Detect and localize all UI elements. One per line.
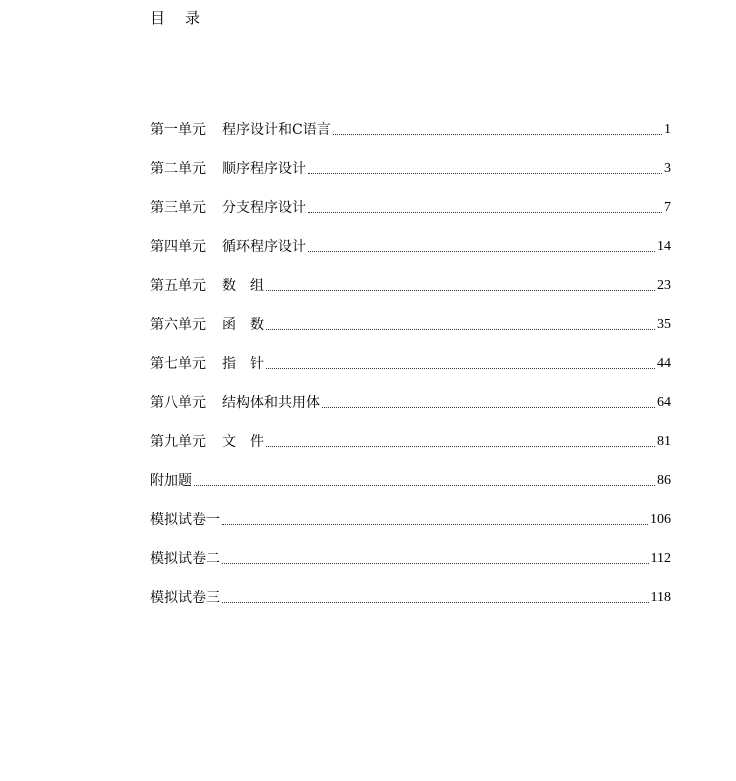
toc-entry-page-number: 118 [650, 590, 671, 605]
toc-entry[interactable] [150, 219, 671, 258]
dot-leader [308, 173, 662, 174]
toc-entry-title: 文 件 [222, 434, 264, 450]
toc-entry-unit: 第一单元 [150, 122, 206, 138]
toc-entry-page-number: 81 [657, 434, 671, 449]
toc-entry-unit: 第六单元 [150, 317, 206, 333]
toc-entry[interactable] [150, 180, 671, 219]
toc-entry[interactable] [150, 375, 671, 414]
toc-entry[interactable] [150, 531, 671, 570]
toc-entry[interactable] [150, 492, 671, 531]
toc-entry-title: 附加题 [150, 473, 192, 489]
toc-entry-title: 指 针 [222, 356, 264, 372]
toc-entry-unit: 第七单元 [150, 356, 206, 372]
dot-leader [222, 563, 649, 564]
toc-entry-unit: 第五单元 [150, 278, 206, 294]
toc-entry-title: 数 组 [222, 278, 264, 294]
toc-entry-page-number: 86 [657, 473, 671, 488]
dot-leader [266, 329, 655, 330]
dot-leader [308, 212, 662, 213]
dot-leader [266, 290, 655, 291]
toc-entry-unit: 第二单元 [150, 161, 206, 177]
toc-entry-page-number: 23 [657, 278, 671, 293]
dot-leader [266, 446, 655, 447]
toc-entry-title: 结构体和共用体 [222, 395, 320, 411]
toc-entry[interactable] [150, 414, 671, 453]
toc-entry-title: 分支程序设计 [222, 200, 306, 216]
toc-entry-title: 模拟试卷二 [150, 551, 220, 567]
toc-entry-unit: 第三单元 [150, 200, 206, 216]
toc-entry[interactable] [150, 297, 671, 336]
toc-entry-page-number: 14 [657, 239, 671, 254]
dot-leader [222, 602, 649, 603]
toc-entry[interactable] [150, 258, 671, 297]
toc-title: 目录 [150, 9, 221, 27]
toc-entry-page-number: 112 [650, 551, 671, 566]
dot-leader [308, 251, 655, 252]
toc-entry-unit: 第九单元 [150, 434, 206, 450]
toc-entry[interactable] [150, 453, 671, 492]
toc-entry[interactable] [150, 336, 671, 375]
toc-entry-title: 程序设计和C语言 [222, 122, 331, 138]
toc-entry-title: 函 数 [222, 317, 264, 333]
dot-leader [322, 407, 655, 408]
toc-list [150, 102, 671, 609]
toc-entry-page-number: 64 [657, 395, 671, 410]
toc-entry-page-number: 1 [664, 122, 671, 137]
toc-entry-page-number: 35 [657, 317, 671, 332]
dot-leader [333, 134, 662, 135]
toc-entry-unit: 第四单元 [150, 239, 206, 255]
toc-entry-page-number: 3 [664, 161, 671, 176]
toc-entry-title: 模拟试卷一 [150, 512, 220, 528]
toc-entry-page-number: 44 [657, 356, 671, 371]
toc-entry-page-number: 106 [650, 512, 671, 527]
toc-entry-unit: 第八单元 [150, 395, 206, 411]
toc-entry-title: 顺序程序设计 [222, 161, 306, 177]
toc-entry[interactable] [150, 570, 671, 609]
toc-entry-title: 模拟试卷三 [150, 590, 220, 606]
dot-leader [222, 524, 648, 525]
toc-entry[interactable] [150, 141, 671, 180]
toc-entry[interactable] [150, 102, 671, 141]
toc-entry-title: 循环程序设计 [222, 239, 306, 255]
dot-leader [266, 368, 655, 369]
toc-entry-page-number: 7 [664, 200, 671, 215]
dot-leader [194, 485, 655, 486]
